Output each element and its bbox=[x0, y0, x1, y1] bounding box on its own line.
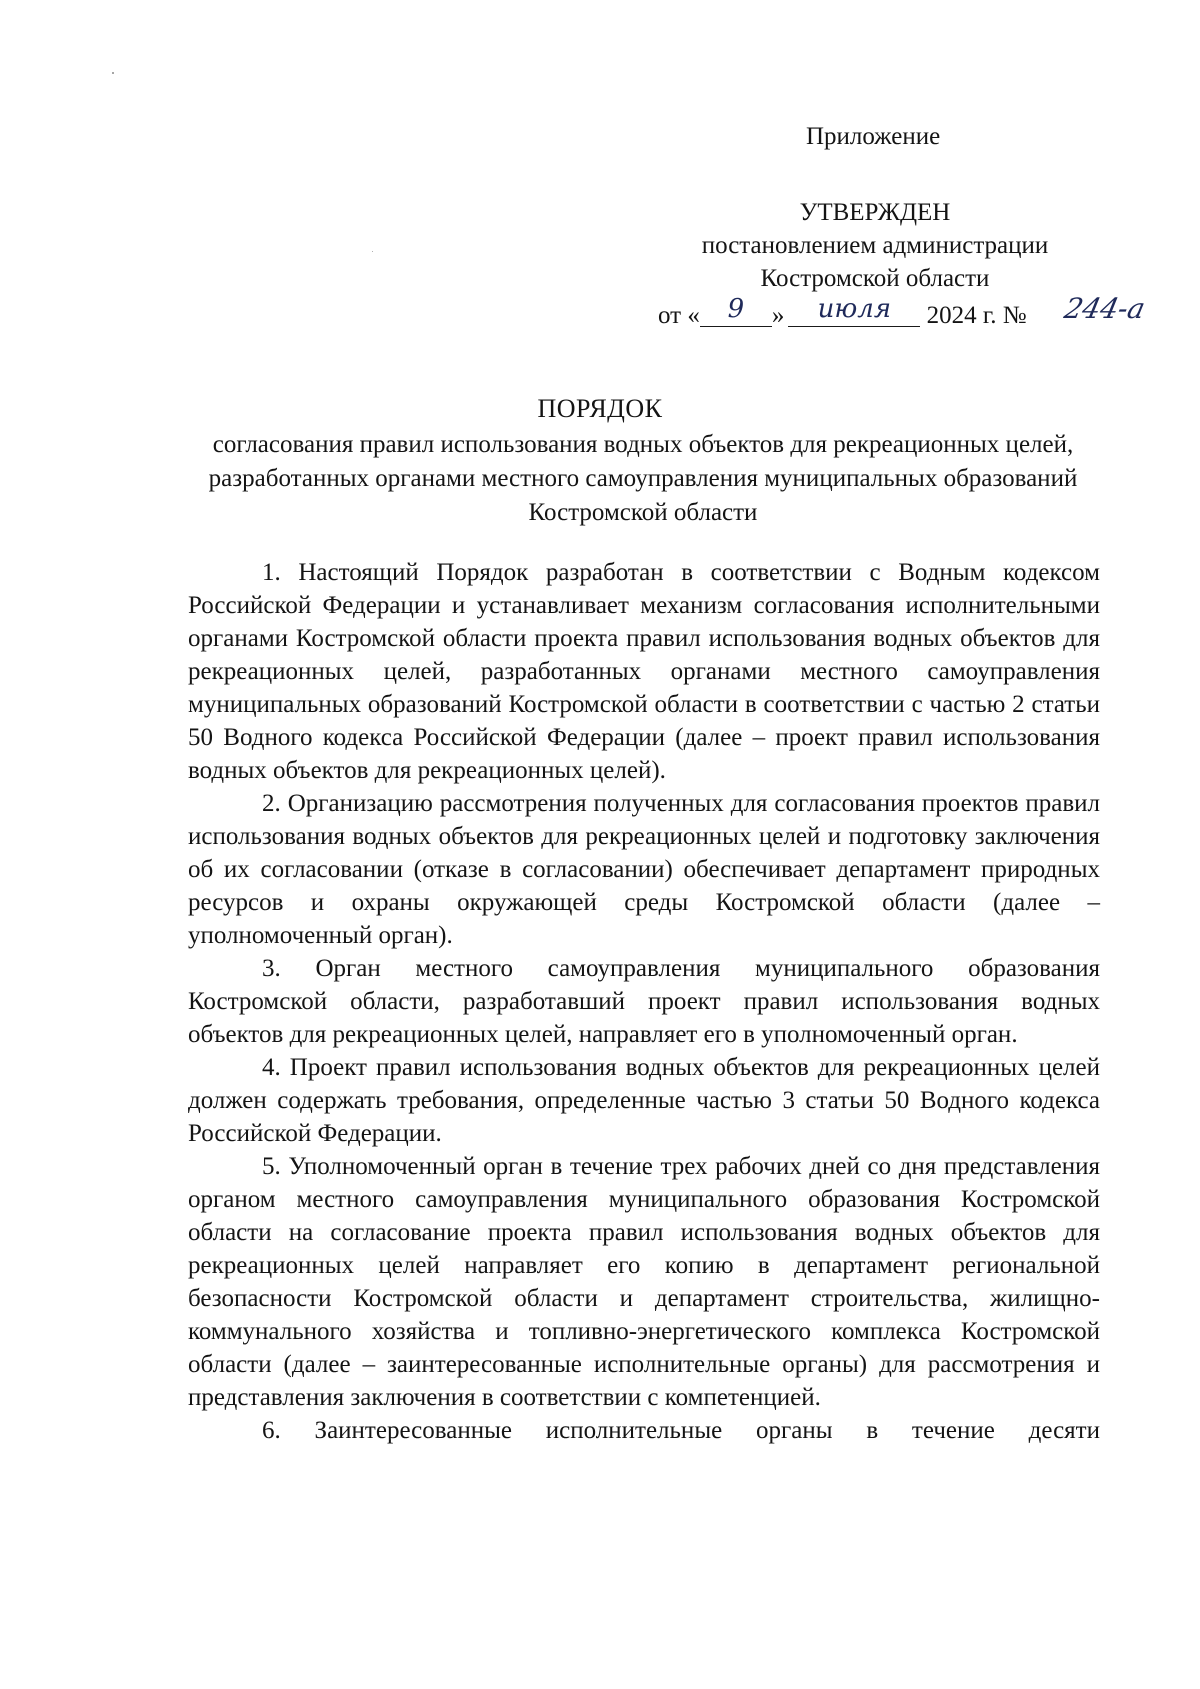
date-day-handwritten: 9 bbox=[727, 294, 745, 324]
date-year-prefix: 2024 г. № bbox=[926, 302, 1027, 329]
document-number-handwritten: 244-а bbox=[1061, 292, 1149, 325]
date-day-blank bbox=[700, 294, 772, 327]
date-mid: » bbox=[771, 302, 785, 329]
paragraph-5: 5. Уполномоченный орган в течение трех рабочих дней со дня представления органом местного самоуправления муниципального образования Костромской области на согласование проекта правил использования водных объектов для рекреационных целей направляет его копию в департамент региональной безопасности Костромской области и департамент строительства, жилищно-коммунального хозяйства и топливно-энергетического комплекса Костромской области (далее – заинтересованные исполнительные органы) для рассмотрения и представления заключения в соответствии с компетенцией. bbox=[188, 1153, 1100, 1411]
approval-date-line bbox=[658, 294, 1027, 333]
date-month-handwritten: июля bbox=[817, 294, 892, 324]
approved-by-line-1: постановлением администрации bbox=[701, 232, 1049, 259]
paragraph-6: 6. Заинтересованные исполнительные органы в течение десяти bbox=[262, 1417, 1100, 1444]
approval-block bbox=[640, 196, 1110, 295]
document-body bbox=[188, 556, 1100, 1447]
approved-label: УТВЕРЖДЕН bbox=[799, 199, 951, 226]
paragraph-4: 4. Проект правил использования водных объектов для рекреационных целей должен содержать требования, определенные частью 3 статьи 50 Водного кодекса Российской Федерации. bbox=[188, 1054, 1100, 1147]
paragraph-1: 1. Настоящий Порядок разработан в соответствии с Водным кодексом Российской Федерации и устанавливает механизм согласования исполнительными органами Костромской области проекта правил использования водных объектов для рекреационных целей, разработанных органами местного самоуправления муниципальных образований Костромской области в соответствии с частью 2 статьи 50 Водного кодекса Российской Федерации (далее – проект правил использования водных объектов для рекреационных целей). bbox=[188, 559, 1100, 784]
scan-speck bbox=[112, 72, 114, 74]
date-prefix: от « bbox=[658, 302, 700, 329]
paragraph-2: 2. Организацию рассмотрения полученных для согласования проектов правил использования водных объектов для рекреационных целей и подготовку заключения об их согласовании (отказе в согласовании) обеспечивает департамент природных ресурсов и охраны окружающей среды Костромской области (далее – уполномоченный орган). bbox=[188, 790, 1100, 949]
paragraph-3: 3. Орган местного самоуправления муниципального образования Костромской области, разработавший проект правил использования водных объектов для рекреационных целей, направляет его в уполномоченный орган. bbox=[188, 955, 1100, 1048]
document-subtitle: согласования правил использования водных объектов для рекреационных целей, разработанных органами местного самоуправления муниципальных образований Костромской области bbox=[208, 431, 1078, 526]
approved-by-line-2: Костромской области bbox=[760, 265, 990, 292]
document-title: ПОРЯДОК bbox=[537, 394, 663, 423]
appendix-label: Приложение bbox=[806, 123, 941, 150]
date-month-blank bbox=[788, 294, 920, 327]
scan-speck bbox=[372, 251, 373, 252]
